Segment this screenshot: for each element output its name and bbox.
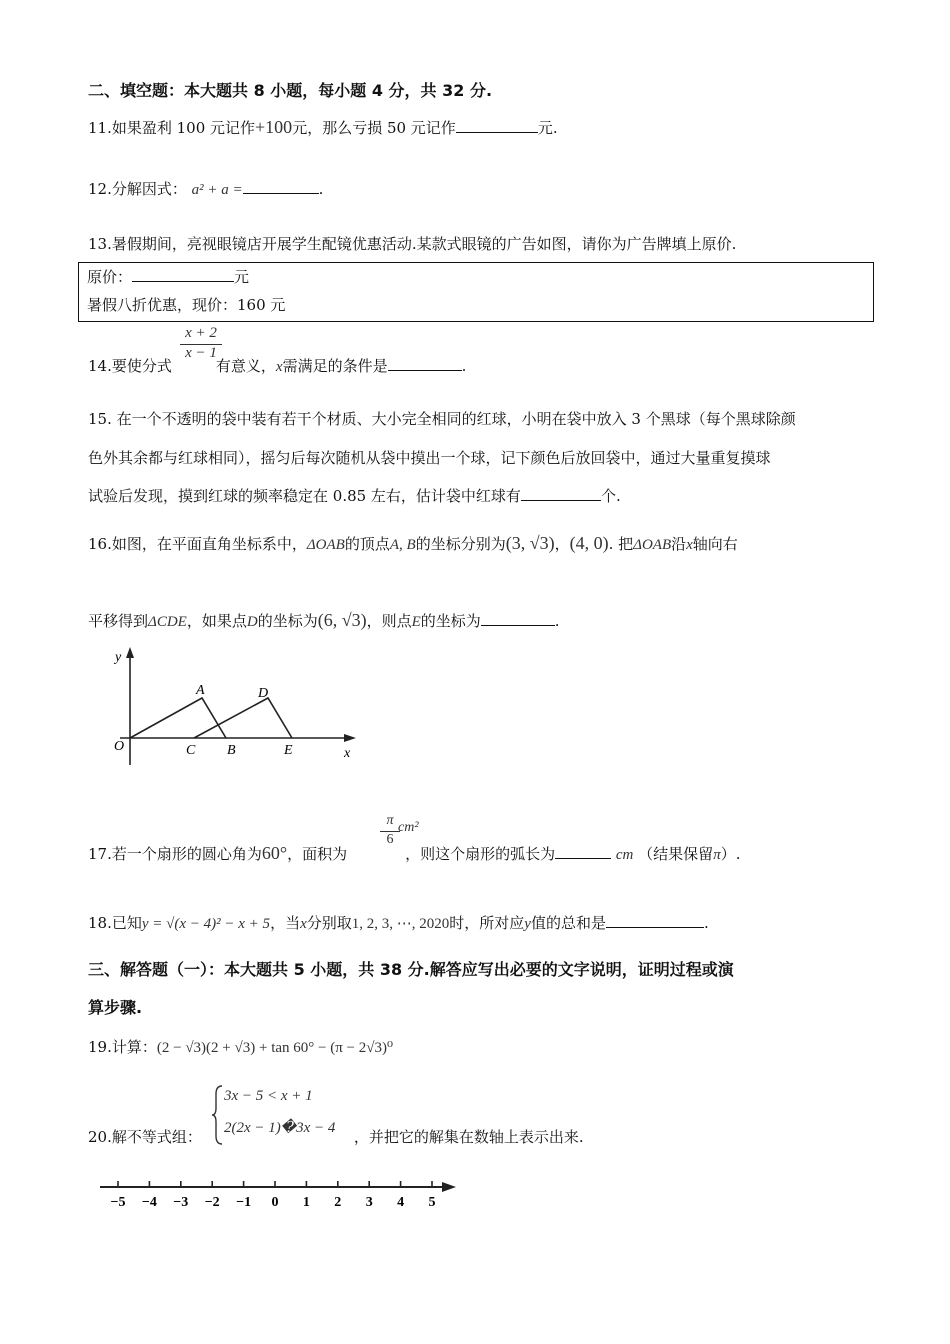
answer-blank (606, 913, 704, 928)
numerator: π (386, 813, 394, 828)
section-3-title-line-1: 三、解答题（一）：本大题共 5 小题，共 38 分.解答应写出必要的文字说明，证明过程或演 (88, 960, 734, 979)
coordinate-d: (6, √3) (317, 610, 367, 630)
label-a: A (196, 683, 205, 698)
math-plus-100: +100 (255, 117, 293, 137)
question-16-line-2 (88, 610, 560, 631)
coordinate-figure-16 (108, 645, 368, 765)
x-axis-arrow (344, 734, 356, 742)
tick-label: 2 (334, 1195, 342, 1210)
denominator: 6 (386, 832, 394, 847)
answer-blank (555, 844, 611, 859)
text: 轴向右 (692, 535, 738, 553)
question-12 (88, 178, 323, 199)
angle-60: 60° (261, 843, 288, 863)
text: （结果保留 (638, 845, 714, 863)
text: 试验后发现，摸到红球的频率稳定在 0.85 左右，估计袋中红球有 (88, 487, 521, 505)
advertisement-box (78, 262, 874, 322)
question-number: 19. (88, 1038, 112, 1056)
tick-label: −4 (141, 1195, 157, 1210)
text: . (554, 612, 560, 630)
text: ）. (720, 845, 741, 863)
tick-label: 4 (397, 1195, 405, 1210)
label-d: D (258, 686, 269, 701)
points-a-b: A, B (389, 537, 416, 553)
coordinate-a: (3, √3) (505, 533, 555, 553)
point-d: D (246, 614, 258, 630)
variable: x (300, 916, 307, 932)
question-number: 16. (88, 535, 112, 553)
question-number: 13. (88, 235, 112, 253)
triangle-cde: ΔCDE (148, 614, 187, 630)
point-e: E (411, 614, 421, 630)
question-15-line-2: 色外其余都与红球相同），摇匀后每次随机从袋中摸出一个球，记下颜色后放回袋中，通过大量重复摸球 (88, 449, 771, 467)
triangle-oab: ΔOAB (306, 537, 345, 553)
answer-blank (388, 356, 462, 371)
section-2-title: 二、填空题：本大题共 8 小题，每小题 4 分，共 32 分. (88, 81, 493, 100)
text: 沿 (671, 535, 687, 553)
label-y: y (115, 650, 122, 665)
answer-blank (456, 118, 538, 133)
question-number: 18. (88, 914, 112, 932)
math-expression: y = √(x − 4)² − x + 5 (141, 916, 271, 932)
inequality-1: 3x − 5 < x + 1 (224, 1088, 313, 1104)
tick-label: −5 (110, 1195, 126, 1210)
answer-blank (481, 611, 555, 626)
question-14 (88, 355, 466, 376)
unit-cm2: cm² (398, 820, 419, 835)
tick-label: 3 (365, 1195, 373, 1210)
ad-line-2: 暑假八折优惠，现价：160 元 (87, 296, 286, 314)
text: . 把 (608, 535, 634, 553)
text: 个. (600, 487, 621, 505)
question-15-line-3 (88, 485, 621, 506)
text: 要使分式 (111, 357, 172, 375)
tick-label: 1 (302, 1195, 310, 1210)
answer-blank (243, 179, 319, 194)
coordinate-b: (4, 0) (569, 533, 609, 553)
unit-cm: cm (615, 847, 634, 863)
text: 分解因式： (111, 180, 187, 198)
y-axis-arrow (126, 647, 134, 658)
text: 元 (234, 268, 250, 286)
denominator: x − 1 (185, 345, 217, 361)
label-c: C (186, 743, 196, 758)
text: 分别取 (306, 914, 352, 932)
triangle-oab-shape (130, 698, 226, 738)
text: 值的总和是 (530, 914, 606, 932)
text: 的顶点 (344, 535, 390, 553)
text: 原价： (87, 268, 133, 286)
tick-label: 0 (271, 1195, 279, 1210)
variable: x (275, 359, 283, 375)
text: . (461, 357, 467, 375)
text: ，则点 (366, 612, 412, 630)
question-number: 11. (88, 119, 112, 137)
label-o: O (114, 739, 125, 754)
text: ，如果点 (186, 612, 247, 630)
label-x: x (344, 746, 351, 761)
answer-blank (132, 267, 234, 282)
text: 平移得到 (88, 612, 149, 630)
tick-label: −3 (173, 1195, 189, 1210)
tick-label: −1 (236, 1195, 252, 1210)
question-number: 14. (88, 357, 112, 375)
text: 的坐标为 (420, 612, 481, 630)
text: ，则这个扇形的弧长为 (405, 845, 556, 863)
question-18 (88, 912, 709, 933)
number-line (96, 1176, 466, 1216)
text: 的坐标分别为 (415, 535, 506, 553)
text: . (318, 180, 324, 198)
question-17 (88, 843, 740, 864)
text: ，并把它的解集在数轴上表示出来. (353, 1128, 584, 1146)
section-3-title-line-2: 算步骤. (88, 998, 143, 1017)
ad-line-1 (87, 266, 249, 287)
text: 如图，在平面直角坐标系中， (111, 535, 307, 553)
math-expression: (2 − √3)(2 + √3) + tan 60° − (π − 2√3)⁰ (156, 1040, 394, 1056)
text: 已知 (111, 914, 142, 932)
text: . (703, 914, 709, 932)
tick-label: 5 (428, 1195, 436, 1210)
text: ，面积为 (287, 845, 348, 863)
question-13 (88, 233, 736, 254)
text: 计算： (111, 1038, 157, 1056)
value-list: 1, 2, 3, ⋯, 2020 (351, 916, 450, 932)
text: 有意义， (215, 357, 276, 375)
tick-label: −2 (204, 1195, 220, 1210)
text: 元. (537, 119, 558, 137)
text: ， (554, 535, 570, 553)
triangle-oab: ΔOAB (633, 537, 672, 553)
text: 如果盈利 100 元记作 (111, 119, 256, 137)
question-number: 17. (88, 845, 112, 863)
question-15-line-1: 15. 在一个不透明的袋中装有若干个材质、大小完全相同的红球，小明在袋中放入 3 个黑球（每个黑球除颜 (88, 410, 796, 428)
text: 若一个扇形的圆心角为 (111, 845, 262, 863)
text: 需满足的条件是 (282, 357, 388, 375)
numerator: x + 2 (185, 325, 217, 341)
text: 元，那么亏损 50 元记作 (292, 119, 456, 137)
pi-symbol: π (713, 847, 721, 863)
text: 时，所对应 (449, 914, 525, 932)
question-number: 12. (88, 180, 112, 198)
label-e: E (284, 743, 293, 758)
question-20 (88, 1126, 584, 1147)
question-number: 20. (88, 1128, 112, 1146)
text: 的坐标为 (257, 612, 318, 630)
variable: x (686, 537, 693, 553)
answer-blank (521, 486, 601, 501)
text: 解不等式组： (111, 1128, 202, 1146)
question-11 (88, 117, 558, 138)
number-line-arrow (442, 1182, 456, 1192)
question-19 (88, 1036, 393, 1057)
label-b: B (227, 743, 236, 758)
triangle-cde-shape (194, 698, 292, 738)
text: 暑假期间，亮视眼镜店开展学生配镜优惠活动.某款式眼镜的广告如图，请你为广告牌填上原价. (111, 235, 737, 253)
variable: y (524, 916, 531, 932)
question-16-line-1 (88, 533, 738, 554)
math-expression: a² + a = (191, 182, 243, 198)
inequality-2: 2(2x − 1)�3x − 4 (224, 1120, 336, 1136)
text: ，当 (270, 914, 301, 932)
